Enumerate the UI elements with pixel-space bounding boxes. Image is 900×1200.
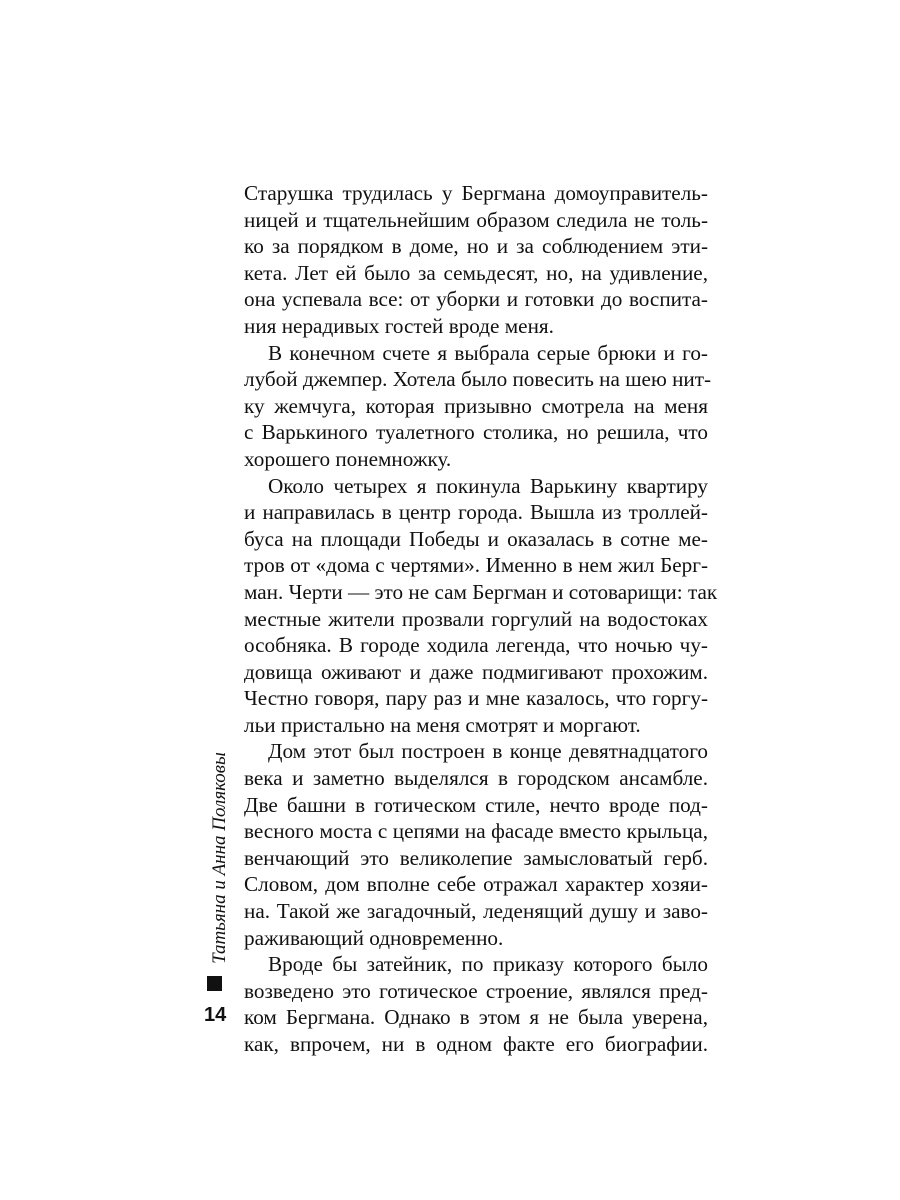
- text-line: ницей и тщательнейшим образом следила не толь-: [244, 207, 708, 232]
- text-line: Словом, дом вполне себе отражал характер хозяи-: [244, 872, 708, 897]
- text-line: кета. Лет ей было за семьдесят, но, на удивление,: [244, 260, 708, 285]
- text-line: и направилась в центр города. Вышла из троллей-: [244, 500, 708, 525]
- text-line: ман. Черти — это не сам Бергман и сотоварищи: так: [244, 579, 718, 604]
- text-line: Старушка трудилась у Бергмана домоуправитель-: [244, 181, 708, 205]
- body-text: [244, 180, 718, 1058]
- text-line: ку жемчуга, которая призывно смотрела на меня: [244, 393, 708, 418]
- text-line: ком Бергмана. Однако в этом я не была уверена,: [244, 1005, 708, 1030]
- text-line: Дом этот был построен в конце девятнадцатого: [268, 739, 708, 764]
- text-line: Около четырех я покинула Варькину квартиру: [268, 473, 708, 498]
- text-line: буса на площади Победы и оказалась в сотне ме-: [244, 526, 708, 551]
- text-line: возведено это готическое строение, являлся пред-: [244, 978, 708, 1003]
- paragraph: [244, 340, 712, 473]
- text-line: ко за порядком в доме, но и за соблюдением эти-: [244, 234, 708, 259]
- text-line: ния нерадивых гостей вроде меня.: [244, 313, 554, 338]
- paragraph: [244, 738, 708, 951]
- text-line: на. Такой же загадочный, леденящий душу и заво-: [244, 899, 708, 924]
- text-line: лубой джемпер. Хотела было повесить на шею нит-: [244, 367, 712, 392]
- text-line: раживающий одновременно.: [244, 925, 504, 950]
- page-marker-square: [207, 976, 222, 991]
- page-number: 14: [204, 1004, 227, 1026]
- text-line: Вроде бы затейник, по приказу которого было: [268, 952, 708, 977]
- paragraph: [244, 180, 708, 340]
- paragraph: [244, 473, 718, 739]
- paragraph: [244, 951, 708, 1057]
- text-line: венчающий это великолепие замысловатый герб.: [244, 845, 708, 870]
- text-line: Две башни в готическом стиле, нечто вроде под-: [244, 792, 708, 817]
- running-title: [204, 748, 236, 968]
- text-line: льи пристально на меня смотрят и моргают.: [244, 712, 641, 737]
- text-line: как, впрочем, ни в одном факте его биографии.: [244, 1032, 708, 1056]
- running-title-text: Татьяна и Анна Поляковы: [209, 752, 231, 964]
- text-line: она успевала все: от уборки и готовки до воспита-: [244, 287, 708, 312]
- text-line: с Варькиного туалетного столика, но решила, что: [244, 420, 708, 445]
- text-line: местные жители прозвали горгулий на водостоках: [244, 606, 708, 631]
- text-line: века и заметно выделялся в городском ансамбле.: [244, 766, 708, 791]
- text-line: хорошего понемножку.: [244, 446, 452, 471]
- text-line: В конечном счете я выбрала серые брюки и го-: [268, 340, 708, 365]
- text-line: особняка. В городе ходила легенда, что ночью чу-: [244, 633, 708, 658]
- text-line: тров от «дома с чертями». Именно в нем жил Берг-: [244, 553, 708, 578]
- text-line: весного моста с цепями на фасаде вместо крыльца,: [244, 819, 708, 844]
- text-line: довища оживают и даже подмигивают прохожим.: [244, 659, 708, 684]
- text-line: Честно говоря, пару раз и мне казалось, что горгу-: [244, 686, 708, 711]
